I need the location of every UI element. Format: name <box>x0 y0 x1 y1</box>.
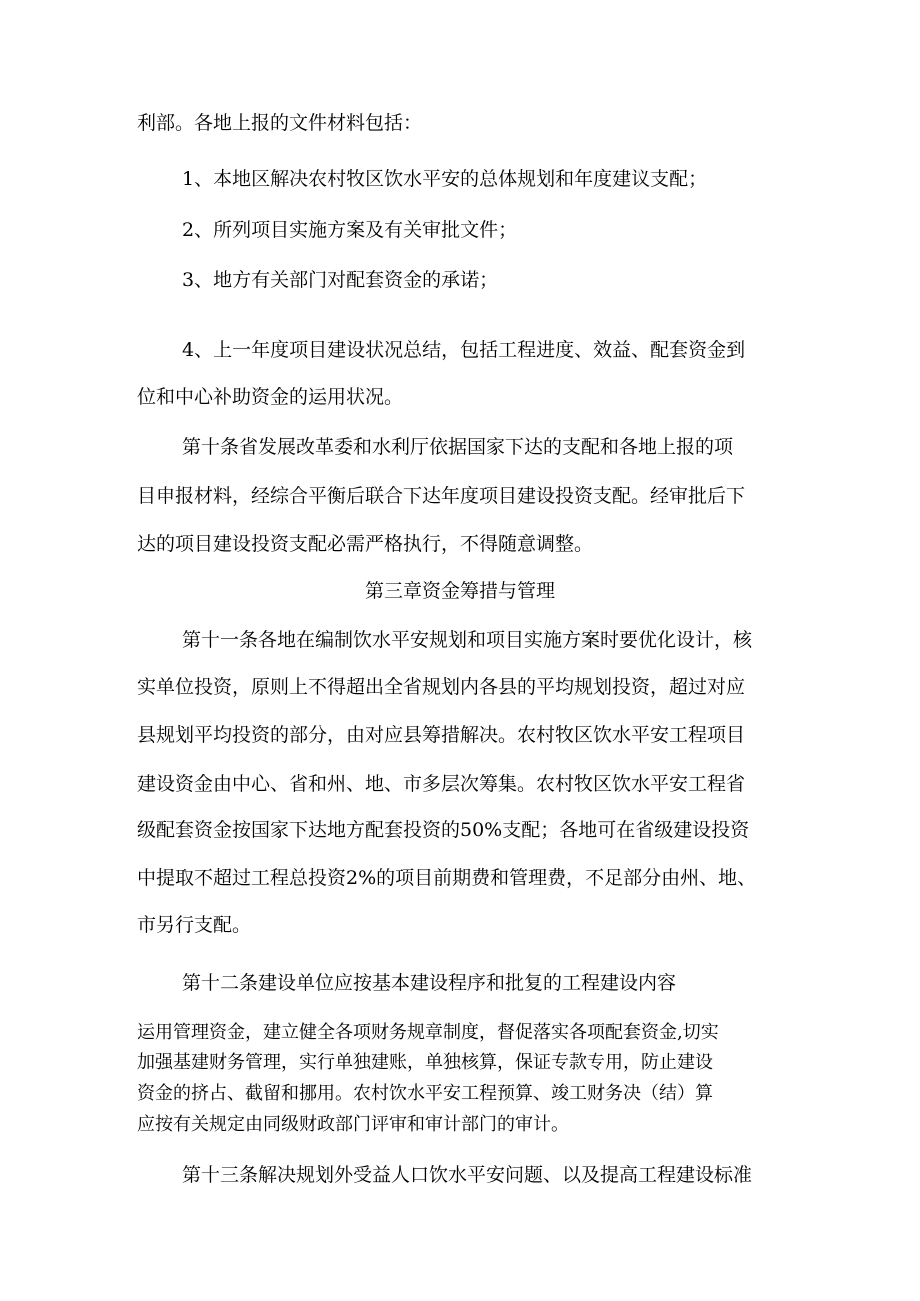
article-10-line-3: 达的项目建设投资支配必需严格执行，不得随意调整。 <box>137 533 594 555</box>
list-item-4: 4、上一年度项目建设状况总结，包括工程进度、效益、配套资金到 <box>182 339 746 361</box>
article-11-line-5: 级配套资金按国家下达地方配套投资的50%支配；各地可在省级建设投资 <box>137 819 750 841</box>
text-line-1: 利部。各地上报的文件材料包括： <box>137 112 423 134</box>
list-item-1: 1、本地区解决农村牧区饮水平安的总体规划和年度建议支配； <box>182 168 708 190</box>
article-11-line-3: 县规划平均投资的部分，由对应县筹措解决。农村牧区饮水平安工程项目 <box>137 724 746 746</box>
chapter-heading: 第三章资金筹措与管理 <box>364 580 555 602</box>
article-13-line-1: 第十三条解决规划外受益人口饮水平安问题、以及提高工程建设标准 <box>182 1164 753 1186</box>
article-12-line-3: 加强基建财务管理，实行单独建账，单独核算，保证专款专用，防止建设 <box>137 1052 713 1073</box>
article-11-line-7: 市另行支配。 <box>137 914 252 936</box>
article-12-line-4: 资金的挤占、截留和挪用。农村饮水平安工程预算、竣工财务决（结）算 <box>137 1083 713 1104</box>
article-10-line-1: 第十条省发展改革委和水利厅依据国家下达的支配和各地上报的项 <box>182 436 734 458</box>
article-10-line-2: 目申报材料，经综合平衡后联合下达年度项目建设投资支配。经审批后下 <box>137 485 746 507</box>
article-12-line-1: 第十二条建设单位应按基本建设程序和批复的工程建设内容 <box>182 972 677 994</box>
article-12-line-5: 应按有关规定由同级财政部门评审和审计部门的审计。 <box>137 1114 569 1135</box>
article-12-line-2: 运用管理资金，建立健全各项财务规章制度，督促落实各项配套资金,切实 <box>137 1022 719 1043</box>
text-line-6: 位和中心补助资金的运用状况。 <box>137 386 404 408</box>
list-item-3: 3、地方有关部门对配套资金的承诺； <box>182 269 499 291</box>
list-item-2: 2、所列项目实施方案及有关审批文件； <box>182 219 518 241</box>
article-11-line-6: 中提取不超过工程总投资2%的项目前期费和管理费，不足部分由州、地、 <box>137 867 757 889</box>
article-11-line-1: 第十一条各地在编制饮水平安规划和项目实施方案时要优化设计，核 <box>182 629 753 651</box>
article-11-line-4: 建设资金由中心、省和州、地、市多层次筹集。农村牧区饮水平安工程省 <box>137 773 746 795</box>
article-11-line-2: 实单位投资，原则上不得超出全省规划内各县的平均规划投资，超过对应 <box>137 676 746 698</box>
